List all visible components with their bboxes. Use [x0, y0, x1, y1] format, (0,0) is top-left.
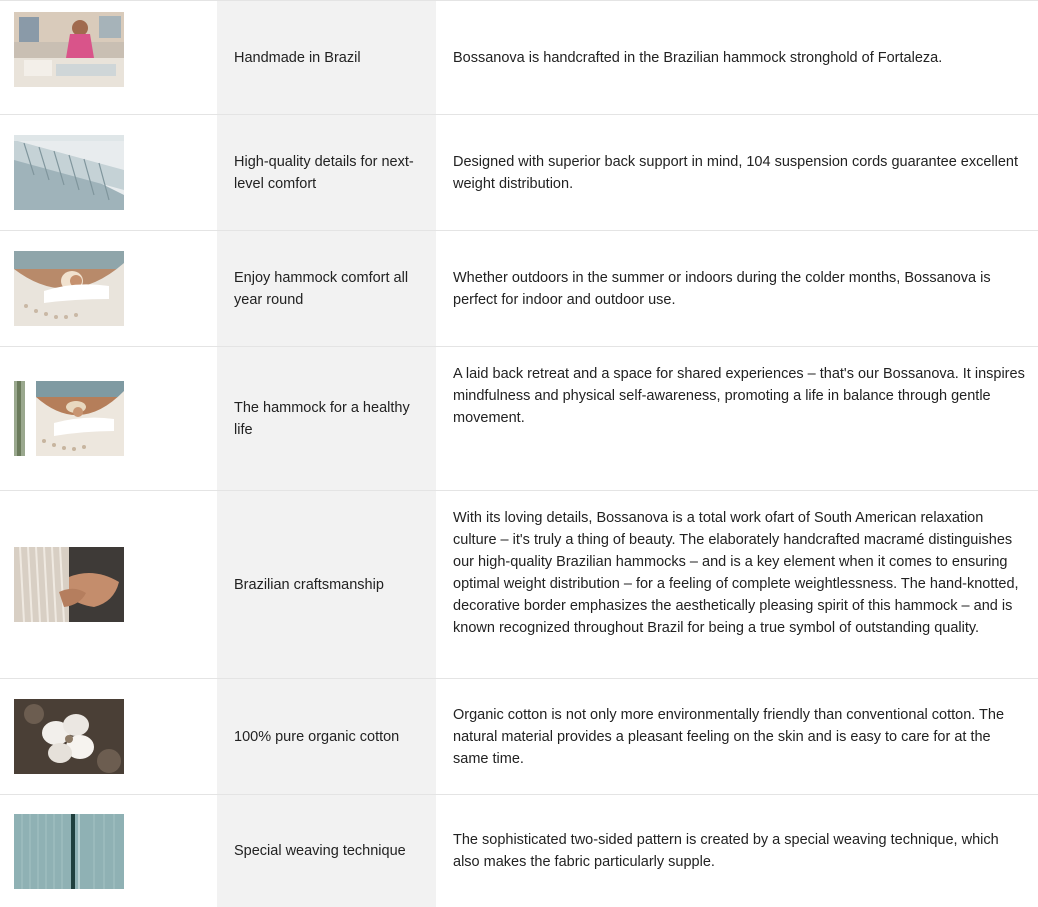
feature-image-cell — [0, 679, 217, 794]
feature-title: 100% pure organic cotton — [217, 679, 436, 794]
feature-description: A laid back retreat and a space for shared experiences – that's our Bossanova. It inspires mindfulness and physical self-awareness, promoting a life in balance through gentle movement. — [453, 366, 1025, 426]
woman-in-hammock-photo — [14, 251, 124, 326]
feature-row — [0, 347, 1038, 491]
feature-image-cell — [0, 347, 217, 490]
feature-title: Enjoy hammock comfort all year round — [217, 231, 436, 346]
feature-image-cell — [0, 795, 217, 907]
cotton-boll-photo — [14, 699, 124, 774]
feature-description: Whether outdoors in the summer or indoors during the colder months, Bossanova is perfect for indoor and outdoor use. — [453, 269, 991, 308]
woven-fabric-photo — [14, 814, 124, 889]
feature-description: Bossanova is handcrafted in the Brazilian hammock stronghold of Fortaleza. — [453, 49, 943, 66]
feature-image-cell — [0, 115, 217, 230]
woman-sewing-photo — [14, 12, 124, 87]
feature-description: Organic cotton is not only more environmentally friendly than conventional cotton. The natural material provides a pleasant feeling on the skin and is easy to care for at the same time. — [453, 706, 1005, 767]
feature-description: With its loving details, Bossanova is a total work ofart of South American relaxation culture – it's truly a thing of beauty. The elaborately handcrafted macramé distinguishes our high-quality Brazilian hammocks – and is a key element when it comes to ensuring optimal weight distribution – for a feeling of complete weightlessness. The hand-knotted, decorative border emphasizes the aesthetically pleasing spirit of this hammock – and is known recognized throughout Brazil for being a true symbol of outstanding quality. — [453, 510, 1019, 636]
feature-title: The hammock for a healthy life — [217, 347, 436, 490]
feature-row — [0, 795, 1038, 907]
feature-title: Handmade in Brazil — [217, 1, 436, 114]
feature-row — [0, 491, 1038, 679]
feature-title: High-quality details for next-level comfort — [217, 115, 436, 230]
feature-description: Designed with superior back support in mind, 104 suspension cords guarantee excellent weight distribution. — [453, 153, 1019, 192]
hands-knotting-macrame-photo — [14, 547, 124, 622]
feature-row — [0, 679, 1038, 795]
feature-description: The sophisticated two-sided pattern is created by a special weaving technique, which also makes the fabric particularly supple. — [453, 832, 999, 870]
feature-row — [0, 231, 1038, 347]
feature-title: Special weaving technique — [217, 795, 436, 907]
feature-image-cell — [0, 1, 217, 114]
feature-image-cell — [0, 231, 217, 346]
woman-relaxing-hammock-photo — [14, 381, 124, 456]
feature-row — [0, 1, 1038, 115]
feature-image-cell — [0, 491, 217, 678]
feature-title: Brazilian craftsmanship — [217, 491, 436, 678]
feature-row — [0, 115, 1038, 231]
hammock-detail-photo — [14, 135, 124, 210]
